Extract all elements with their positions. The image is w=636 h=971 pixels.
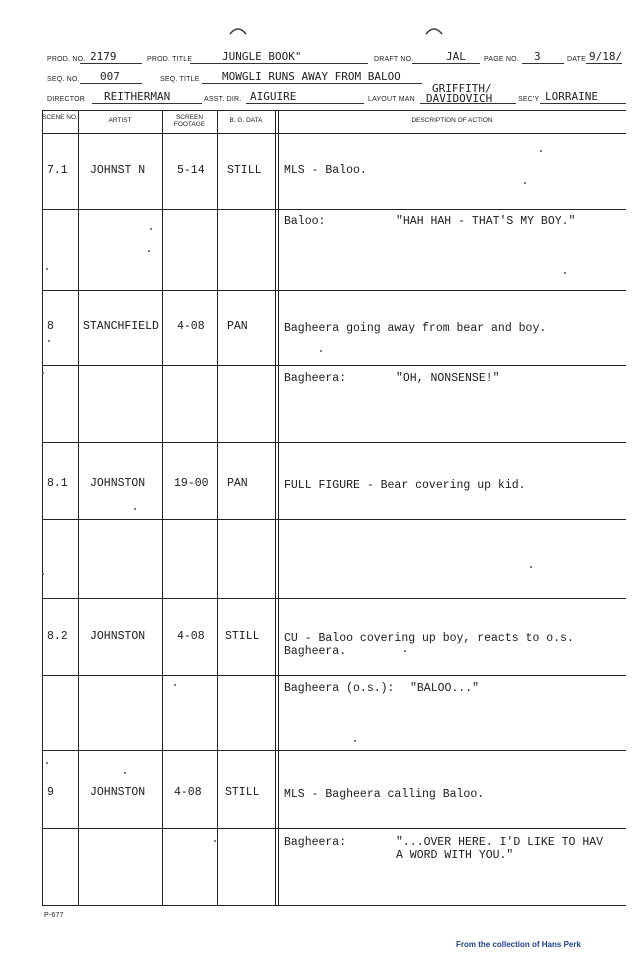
scene-number: 9 xyxy=(47,786,54,799)
prod-title-label: PROD. TITLE xyxy=(147,56,193,63)
bg-data: STILL xyxy=(225,630,260,643)
dialogue-line: "HAH HAH - THAT'S MY BOY." xyxy=(396,215,576,228)
dialogue-speaker: Bagheera (o.s.): xyxy=(284,682,395,695)
row-divider xyxy=(42,675,626,676)
page-no-value: 3 xyxy=(534,50,541,63)
layout-man-label: LAYOUT MAN xyxy=(368,96,415,103)
asst-dir-label: ASST. DIR. xyxy=(204,96,242,103)
punch-mark-right xyxy=(424,26,444,36)
dialogue-speaker: Bagheera: xyxy=(284,372,347,385)
row-divider xyxy=(42,442,626,443)
draft-no-value: JAL xyxy=(446,50,466,63)
layout-man-value-line1: GRIFFITH/ xyxy=(432,82,492,95)
row-divider xyxy=(42,209,626,210)
col-header-scene-no: SCENE NO. xyxy=(42,114,78,121)
col-divider-2 xyxy=(162,110,163,905)
bg-data: PAN xyxy=(227,477,248,490)
punch-mark-left xyxy=(228,26,248,36)
row-divider xyxy=(42,598,626,599)
action-description: FULL FIGURE - Bear covering up kid. xyxy=(284,479,526,492)
director-value: REITHERMAN xyxy=(104,90,171,103)
page-no-label: PAGE NO. xyxy=(484,56,519,63)
artist-name: JOHNSTON xyxy=(90,477,146,490)
col-divider-4b xyxy=(278,110,279,905)
action-description-cont: Bagheera. xyxy=(284,645,347,658)
screen-footage: 5-14 xyxy=(177,164,205,177)
screen-footage: 4-08 xyxy=(177,630,205,643)
scene-number: 7.1 xyxy=(47,164,68,177)
dialogue-speaker: Baloo: xyxy=(284,215,326,228)
bg-data: STILL xyxy=(227,164,262,177)
row-divider xyxy=(42,290,626,291)
date-label: DATE xyxy=(567,56,586,63)
seq-title-label: SEQ. TITLE xyxy=(160,76,200,83)
secy-value: LORRAINE xyxy=(545,90,598,103)
seq-no-label: SEQ. NO. xyxy=(47,76,80,83)
table-left-border xyxy=(42,110,43,905)
seq-no-value: 007 xyxy=(100,70,120,83)
col-divider-3 xyxy=(217,110,218,905)
dialogue-line: "...OVER HERE. I'D LIKE TO HAV xyxy=(396,836,604,849)
date-value: 9/18/ xyxy=(589,50,623,63)
dialogue-line: "OH, NONSENSE!" xyxy=(396,372,500,385)
col-divider-1 xyxy=(78,110,79,905)
layout-man-value-line2: DAVIDOVICH xyxy=(426,92,493,105)
col-header-artist: ARTIST xyxy=(108,117,132,124)
dialogue-line: "BALOO..." xyxy=(410,682,480,695)
col-header-screen-footage: SCREEN FOOTAGE xyxy=(173,114,206,128)
prod-no-value: 2179 xyxy=(90,50,117,63)
row-divider xyxy=(42,750,626,751)
row-divider xyxy=(42,365,626,366)
table-bottom-border xyxy=(42,905,626,906)
screen-footage: 4-08 xyxy=(177,320,205,333)
screen-footage: 4-08 xyxy=(174,786,202,799)
row-divider xyxy=(42,519,626,520)
col-header-bg-data: B. G. DATA xyxy=(229,117,263,124)
scene-number: 8 xyxy=(47,320,54,333)
action-description: CU - Baloo covering up boy, reacts to o.s. xyxy=(284,632,574,645)
action-description: Bagheera going away from bear and boy. xyxy=(284,322,547,335)
prod-title-value: JUNGLE BOOK" xyxy=(222,50,302,63)
scene-number: 8.1 xyxy=(47,477,68,490)
dialogue-speaker: Bagheera: xyxy=(284,836,347,849)
artist-name: JOHNST N xyxy=(90,164,146,177)
asst-dir-value: AIGUIRE xyxy=(250,90,297,103)
dialogue-line: A WORD WITH YOU." xyxy=(396,849,514,862)
prod-no-label: PROD. NO. xyxy=(47,56,86,63)
secy-label: SEC'Y xyxy=(518,96,540,103)
artist-name: JOHNSTON xyxy=(90,630,146,643)
col-header-description: DESCRIPTION OF ACTION xyxy=(411,117,493,124)
scene-number: 8.2 xyxy=(47,630,68,643)
bg-data: PAN xyxy=(227,320,248,333)
director-label: DIRECTOR xyxy=(47,96,86,103)
screen-footage: 19-00 xyxy=(174,477,209,490)
bg-data: STILL xyxy=(225,786,260,799)
artist-name: JOHNSTON xyxy=(90,786,146,799)
collection-credit: From the collection of Hans Perk xyxy=(456,940,581,949)
draft-no-label: DRAFT NO. xyxy=(374,56,414,63)
action-description: MLS - Bagheera calling Baloo. xyxy=(284,788,485,801)
column-header-bottom xyxy=(42,133,626,134)
table-top-border xyxy=(42,110,626,111)
action-description: MLS - Baloo. xyxy=(284,164,367,177)
form-number: P-677 xyxy=(44,912,64,919)
artist-name: STANCHFIELD xyxy=(83,320,159,333)
row-divider xyxy=(42,828,626,829)
seq-title-value: MOWGLI RUNS AWAY FROM BALOO xyxy=(222,70,401,83)
col-divider-4 xyxy=(275,110,276,905)
